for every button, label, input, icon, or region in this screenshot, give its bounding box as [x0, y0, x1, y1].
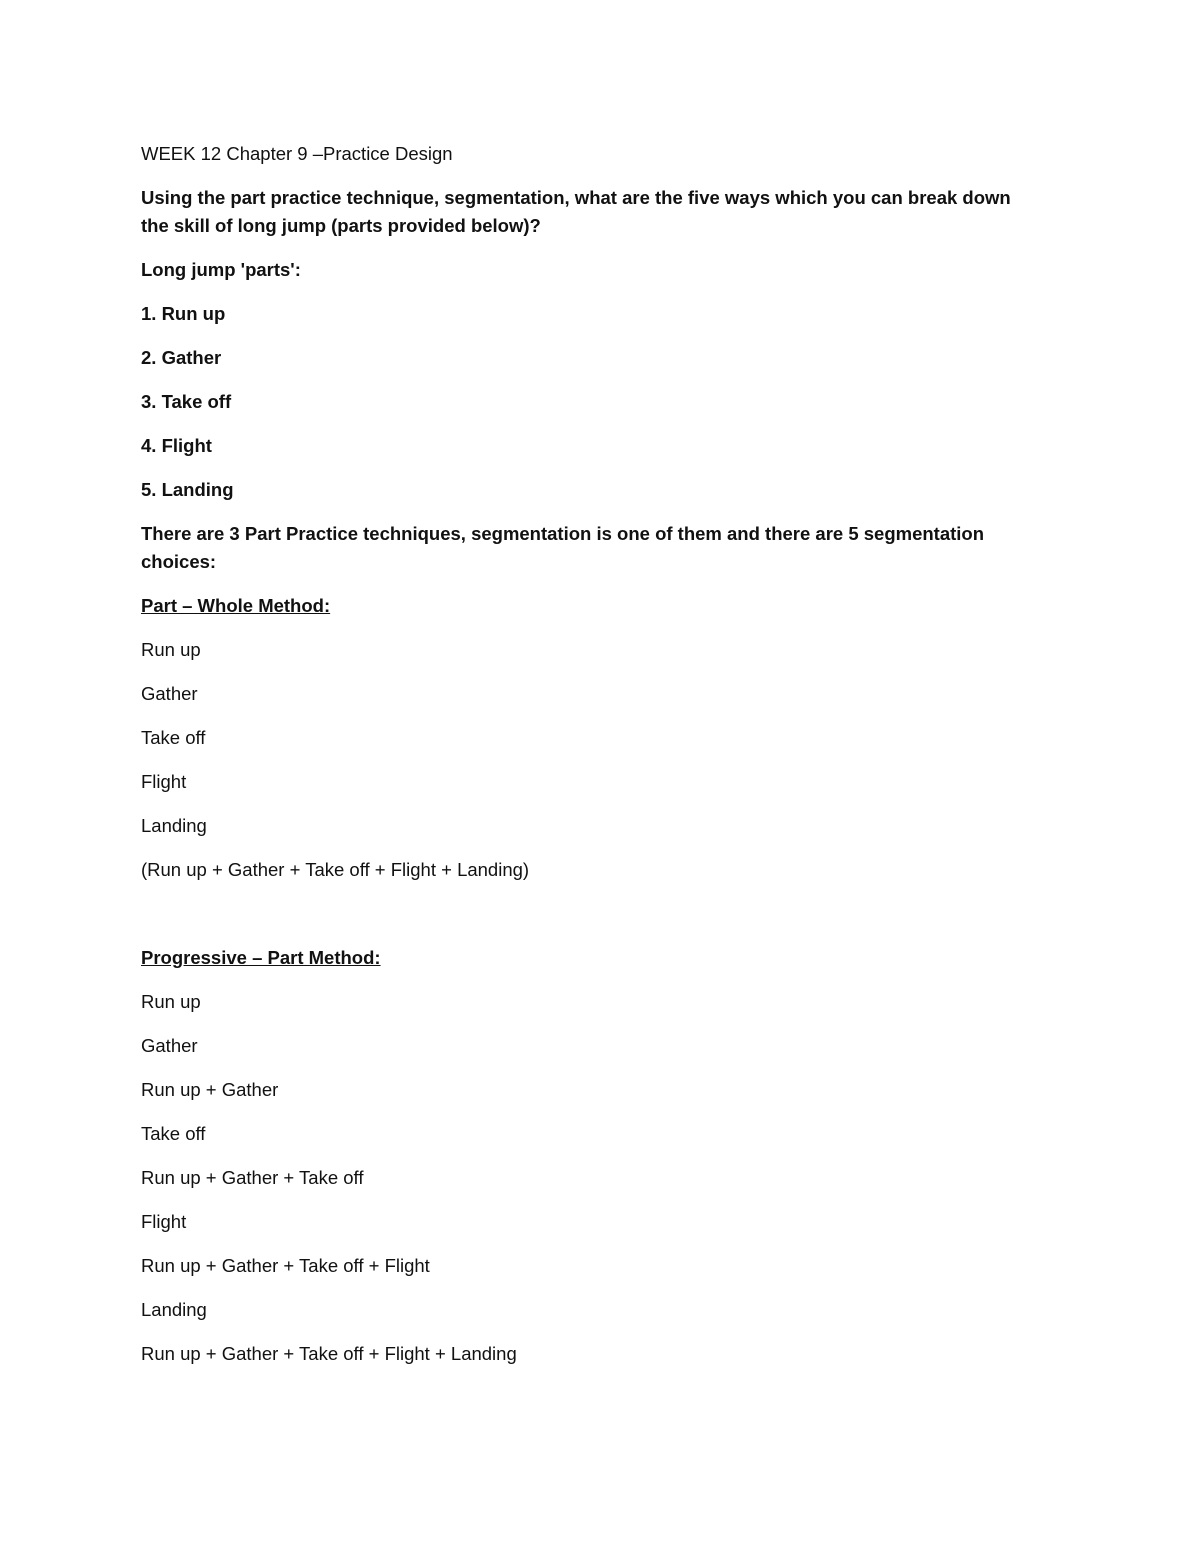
question-text: Using the part practice technique, segmentation, what are the five ways which you can break down the skill of long jump (parts provided below)? [141, 187, 1011, 236]
section-item: Gather [141, 1035, 198, 1056]
section-item: Run up [141, 991, 201, 1012]
intro-text: There are 3 Part Practice techniques, segmentation is one of them and there are 5 segmentation choices: [141, 523, 985, 572]
parts-label: Long jump 'parts': [141, 259, 301, 280]
section-heading-progressive-part: Progressive – Part Method: [141, 947, 381, 968]
section-item: Take off [141, 1123, 206, 1144]
part-item: 4. Flight [141, 435, 212, 456]
section-item: Run up + Gather + Take off + Flight + Landing [141, 1343, 517, 1364]
part-item: 3. Take off [141, 391, 232, 412]
section-item: Landing [141, 815, 207, 836]
part-item: 2. Gather [141, 347, 222, 368]
section-item: Run up + Gather + Take off [141, 1167, 364, 1188]
section-item: Landing [141, 1299, 207, 1320]
section-item: Flight [141, 771, 187, 792]
spacer [141, 900, 1041, 944]
document-title: WEEK 12 Chapter 9 –Practice Design [141, 143, 453, 164]
section-heading-part-whole: Part – Whole Method: [141, 595, 331, 616]
document-body [141, 140, 1041, 1384]
section-item: Run up + Gather + Take off + Flight [141, 1255, 430, 1276]
section-item: (Run up + Gather + Take off + Flight + Landing) [141, 859, 530, 880]
section-item: Flight [141, 1211, 187, 1232]
section-item: Run up [141, 639, 201, 660]
section-item: Gather [141, 683, 198, 704]
section-item: Take off [141, 727, 206, 748]
part-item: 5. Landing [141, 479, 234, 500]
section-item: Run up + Gather [141, 1079, 279, 1100]
part-item: 1. Run up [141, 303, 226, 324]
